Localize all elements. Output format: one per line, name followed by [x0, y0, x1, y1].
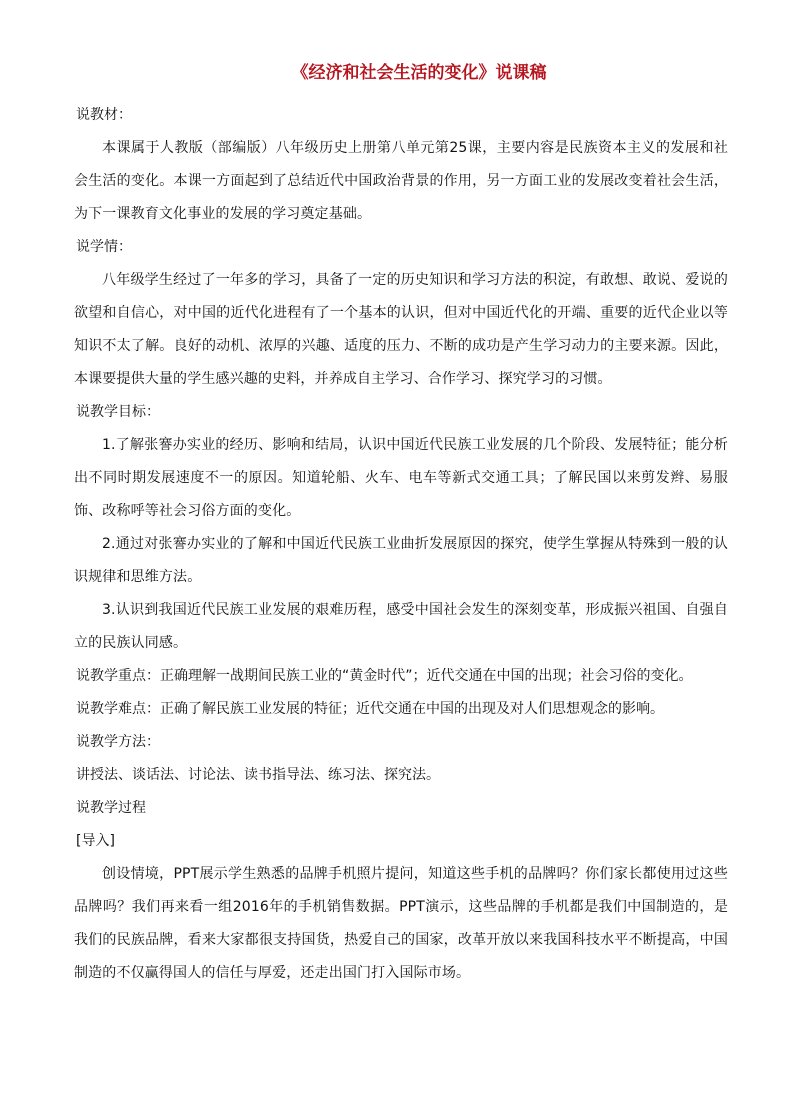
difficult-points: 说教学难点：正确了解民族工业发展的特征；近代交通在中国的出现及对人们思想观念的影响。 [76, 701, 664, 717]
document-title: 《经济和社会生活的变化》说课稿 [291, 63, 547, 83]
section-heading-process: 说教学过程 [76, 800, 146, 816]
section-heading-intro: [导入] [76, 833, 115, 849]
paragraph-textbook: 本课属于人教版（部编版）八年级历史上册第八单元第25课，主要内容是民族资本主义的发展和社会生活的变化。本课一方面起到了总结近代中国政治背景的作用，另一方面工业的发展改变着社会生活，为下一课教育文化事业的发展的学习奠定基础。 [74, 140, 728, 222]
section-heading-textbook: 说教材： [76, 107, 132, 123]
key-points: 说教学重点：正确理解一战期间民族工业的“黄金时代”；近代交通在中国的出现；社会习俗的变化。 [76, 668, 693, 684]
section-heading-goals: 说教学目标： [76, 404, 160, 420]
paragraph-goal-1: 1.了解张謇办实业的经历、影响和结局，认识中国近代民族工业发展的几个阶段、发展特征；能分析出不同时期发展速度不一的原因。知道轮船、火车、电车等新式交通工具；了解民国以来剪发辫、易服饰、改称呼等社会习俗方面的变化。 [74, 437, 728, 519]
section-heading-methods: 说教学方法： [76, 734, 160, 750]
section-heading-students: 说学情： [76, 239, 132, 255]
paragraph-goal-2: 2.通过对张謇办实业的了解和中国近代民族工业曲折发展原因的探究，使学生掌握从特殊到一般的认识规律和思维方法。 [74, 536, 728, 585]
paragraph-intro: 创设情境，PPT展示学生熟悉的品牌手机照片提问，知道这些手机的品牌吗？你们家长都使用过这些品牌吗？我们再来看一组2016年的手机销售数据。PPT演示，这些品牌的手机都是我们中国制造的，是我们的民族品牌，看来大家都很支持国货，热爱自己的国家，改革开放以来我国科技水平不断提高，中国制造的不仅赢得国人的信任与厚爱，还走出国门打入国际市场。 [74, 866, 728, 981]
paragraph-goal-3: 3.认识到我国近代民族工业发展的艰难历程，感受中国社会发生的深刻变革，形成振兴祖国、自强自立的民族认同感。 [74, 602, 728, 651]
paragraph-students: 八年级学生经过了一年多的学习，具备了一定的历史知识和学习方法的积淀，有敢想、敢说、爱说的欲望和自信心，对中国的近代化进程有了一个基本的认识，但对中国近代化的开端、重要的近代企业以等知识不太了解。良好的动机、浓厚的兴趣、适度的压力、不断的成功是产生学习动力的主要来源。因此，本课要提供大量的学生感兴趣的史料，并养成自主学习、合作学习、探究学习的习惯。 [74, 272, 728, 387]
methods-list: 讲授法、谈话法、讨论法、读书指导法、练习法、探究法。 [76, 767, 440, 783]
